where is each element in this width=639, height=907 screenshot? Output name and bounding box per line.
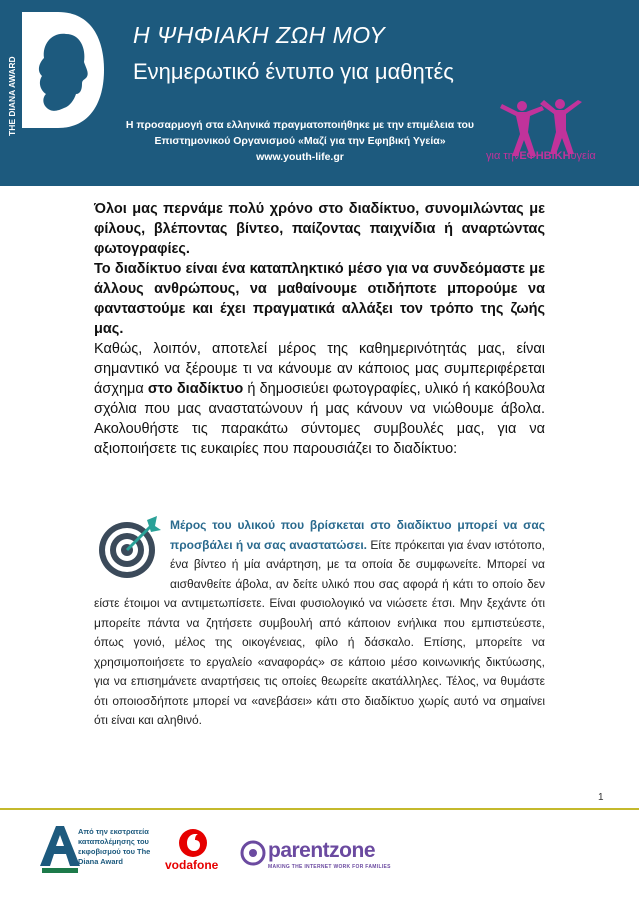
intro-section	[94, 199, 545, 459]
intro-paragraph-3-start: Καθώς, λοιπόν, αποτελεί μέρος της καθημερινότητάς μας, είναι σημαντικό να ξέρουμε τι να κάνουμε αν κάποιος μας συμπεριφέρεται άσχημα	[94, 341, 545, 397]
logo-text-prefix: για την	[486, 150, 520, 162]
anti-bullying-campaign-logo	[36, 822, 82, 874]
page-subtitle: Ενημερωτικό έντυπο για μαθητές	[133, 59, 454, 84]
tip-section	[94, 516, 545, 731]
logo-text-bold: ΕΦΗΒΙΚΗ	[519, 150, 571, 162]
youth-health-logo	[486, 94, 596, 174]
svg-text:THE DIANA AWARD: THE DIANA AWARD	[7, 56, 17, 136]
adaptation-credits	[120, 117, 480, 165]
credits-line-1: Η προσαρμογή στα ελληνικά πραγματοποιήθηκε με την επιμέλεια του	[125, 119, 475, 131]
diana-award-side-label	[6, 18, 18, 138]
credits-line-2: Επιστημονικού Οργανισμού «Μαζί για την Εφηβική Υγεία»	[154, 135, 446, 147]
vodafone-logo	[178, 828, 208, 858]
logo-text-suffix: υγεία	[570, 150, 596, 162]
tip-lead: Μέρος του υλικού που βρίσκεται στο διαδίκτυο μπορεί να σας προσβάλει ή να σας αναστατώσει.	[170, 518, 545, 552]
campaign-credit-text: Από την εκστρατεία καταπολέμησης του εκφοβισμού του The Diana Award	[78, 827, 151, 866]
page-title: Η ΨΗΦΙΑΚΗ ΖΩΗ ΜΟΥ	[133, 22, 386, 48]
intro-paragraph-3-emphasis: στο διαδίκτυο	[147, 381, 244, 397]
parentzone-tagline: MAKING THE INTERNET WORK FOR FAMILIES	[268, 864, 391, 870]
parentzone-logo-mark	[240, 840, 266, 866]
icon-spacer	[94, 516, 170, 580]
intro-paragraph-1: Όλοι μας περνάμε πολύ χρόνο στο διαδίκτυο, συνομιλώντας με φίλους, βλέποντας βίντεο, παίζοντας παιχνίδια ή αναρτώντας φωτογραφίες.	[94, 201, 545, 257]
vodafone-wordmark: vodafone	[165, 858, 219, 872]
credits-website-link[interactable]: www.youth-life.gr	[256, 151, 344, 163]
header-banner	[0, 0, 639, 186]
footer-rule	[0, 808, 639, 810]
page-number: 1	[598, 792, 604, 803]
parentzone-wordmark: parentzone	[268, 839, 376, 862]
diana-award-logo	[20, 10, 106, 130]
intro-paragraph-3	[94, 339, 545, 459]
tip-body: Είτε πρόκειται για έναν ιστότοπο, ένα βίντεο ή μία ανάρτηση, με τα οποία δε συμφωνείτε. Μπορεί να αισθανθείτε άβολα, αν δείτε υλικό που σας αφορά ή κάτι το οποίο δεν είστε έτοιμοι να αντιμετωπίσετε. Είναι φυσιολογικό να νιώσετε έτσι. Μην ξεχάντε ότι μπορείτε πάντα να ζητήσετε συμβουλή από κάποιον ενήλικα που εμπιστεύεστε, όπως γονιό, μέλος της οικογένειας, φίλο ή δάσκαλο. Επίσης, μπορείτε να χρησιμοποιήσετε το εργαλείο «αναφοράς» σε κάποιο μέσο κοινωνικής δικτύωσης, για να επισημάνετε αναρτήσεις τις οποίες θεωρείτε ακατάλληλες. Τέλος, να θυμάστε ότι οποιοσδήποτε μπορεί να «ανεβάσει» κάτι στο διαδίκτυο χωρίς αυτό να σημαίνει ότι είναι και αληθινό.	[94, 537, 545, 727]
intro-paragraph-2: Το διαδίκτυο είναι ένα καταπληκτικό μέσο για να συνδεόμαστε με άλλους ανθρώπους, να μαθαίνουμε οτιδήποτε μπορούμε να φανταστούμε και έχει πραγματικά αλλάξει τον τρόπο της ζωής μας.	[94, 261, 545, 337]
youth-health-logo-text	[486, 150, 596, 162]
intro-paragraph-3-end: ή δημοσιεύει φωτογραφίες, υλικό ή κακόβουλα σχόλια που μας αναστατώνουν ή μας κάνουν να νιώθουμε άβολα. Ακολουθήστε τις παρακάτω σύντομες συμβουλές μας, για να αξιοποιήσετε τις ευκαιρίες που παρουσιάζει το διαδίκτυο:	[94, 381, 545, 457]
